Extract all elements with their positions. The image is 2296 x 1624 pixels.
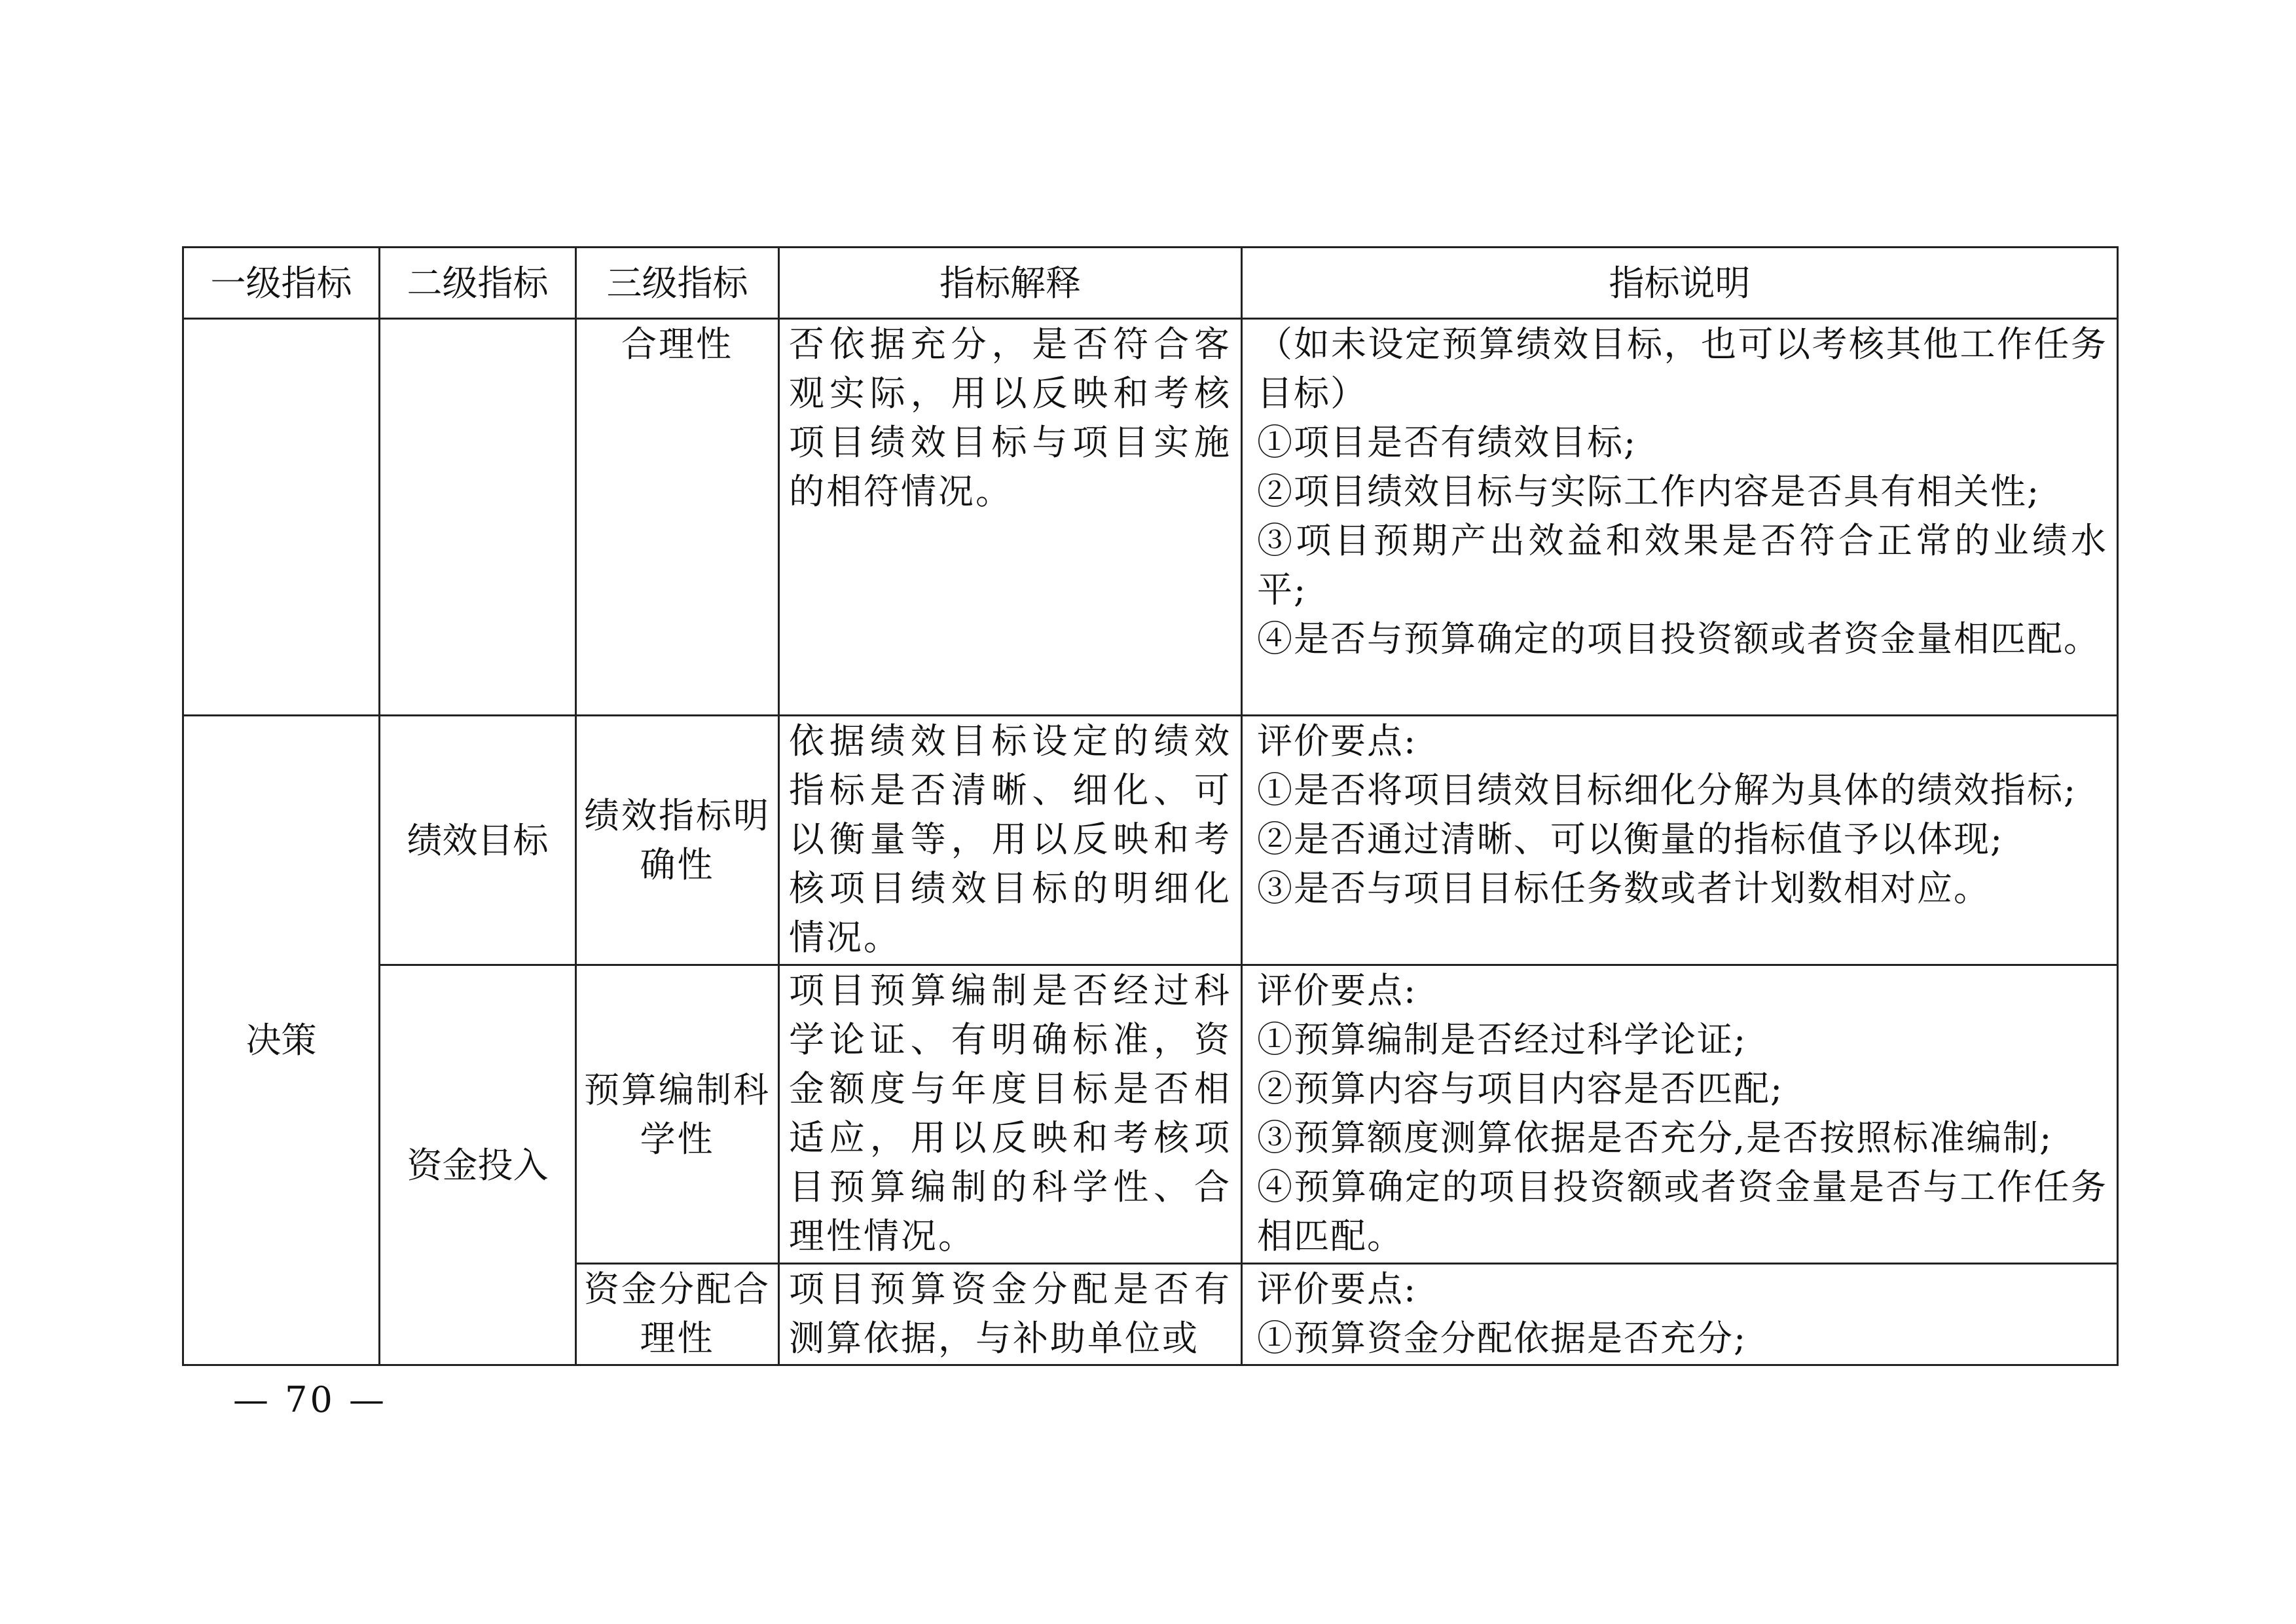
cell-explanation: 否依据充分，是否符合客观实际，用以反映和考核项目绩效目标与项目实施的相符情况。 — [779, 319, 1242, 716]
note-line: ④预算确定的项目投资额或者资金量是否与工作任务相匹配。 — [1257, 1166, 2107, 1257]
header-level1: 一级指标 — [183, 248, 380, 319]
note-line: ④是否与预算确定的项目投资额或者资金量相匹配。 — [1257, 618, 2100, 659]
table-header-row — [183, 248, 2118, 319]
cell-level3: 绩效指标明确性 — [576, 716, 779, 965]
cell-level1-empty — [183, 319, 380, 716]
cell-notes — [1242, 965, 2118, 1264]
note-line: ②是否通过清晰、可以衡量的指标值予以体现; — [1257, 819, 2004, 860]
note-line: ③是否与项目目标任务数或者计划数相对应。 — [1257, 868, 1990, 909]
cell-level1: 决策 — [183, 716, 380, 1365]
cell-explanation: 项目预算编制是否经过科学论证、有明确标准，资金额度与年度目标是否相适应，用以反映和考核项目预算编制的科学性、合理性情况。 — [779, 965, 1242, 1264]
note-line: 评价要点: — [1257, 720, 1417, 762]
table-row — [183, 716, 2118, 965]
cell-level2: 绩效目标 — [380, 716, 576, 965]
note-line: ①预算资金分配依据是否充分; — [1257, 1318, 1747, 1359]
header-level2: 二级指标 — [380, 248, 576, 319]
cell-level2: 资金投入 — [380, 965, 576, 1365]
note-line: ①预算编制是否经过科学论证; — [1257, 1019, 1747, 1060]
cell-level2-empty — [380, 319, 576, 716]
note-line: ②预算内容与项目内容是否匹配; — [1257, 1068, 1784, 1109]
table-row — [183, 965, 2118, 1264]
cell-level3: 合理性 — [576, 319, 779, 716]
indicator-table — [182, 246, 2119, 1366]
note-line: （如未设定预算绩效目标，也可以考核其他工作任务目标） — [1257, 323, 2107, 414]
cell-notes — [1242, 319, 2118, 716]
table-row — [183, 319, 2118, 716]
cell-level3: 预算编制科学性 — [576, 965, 779, 1264]
cell-explanation: 依据绩效目标设定的绩效指标是否清晰、细化、可以衡量等，用以反映和考核项目绩效目标的明细化情况。 — [779, 716, 1242, 965]
note-line: ③预算额度测算依据是否充分,是否按照标准编制; — [1257, 1117, 2053, 1158]
cell-level3: 资金分配合理性 — [576, 1264, 779, 1365]
note-line: ①是否将项目绩效目标细化分解为具体的绩效指标; — [1257, 769, 2077, 811]
page-number: — 70 — — [233, 1379, 388, 1420]
note-line: 评价要点: — [1257, 970, 1417, 1011]
note-line: ③项目预期产出效益和效果是否符合正常的业绩水平; — [1257, 520, 2107, 610]
cell-notes — [1242, 1264, 2118, 1365]
header-explanation: 指标解释 — [779, 248, 1242, 319]
header-notes: 指标说明 — [1242, 248, 2118, 319]
cell-explanation: 项目预算资金分配是否有测算依据，与补助单位或 — [779, 1264, 1242, 1365]
cell-notes — [1242, 716, 2118, 965]
note-line: ②项目绩效目标与实际工作内容是否具有相关性; — [1257, 471, 2041, 512]
note-line: 评价要点: — [1257, 1268, 1417, 1310]
header-level3: 三级指标 — [576, 248, 779, 319]
note-line: ①项目是否有绩效目标; — [1257, 422, 1637, 463]
